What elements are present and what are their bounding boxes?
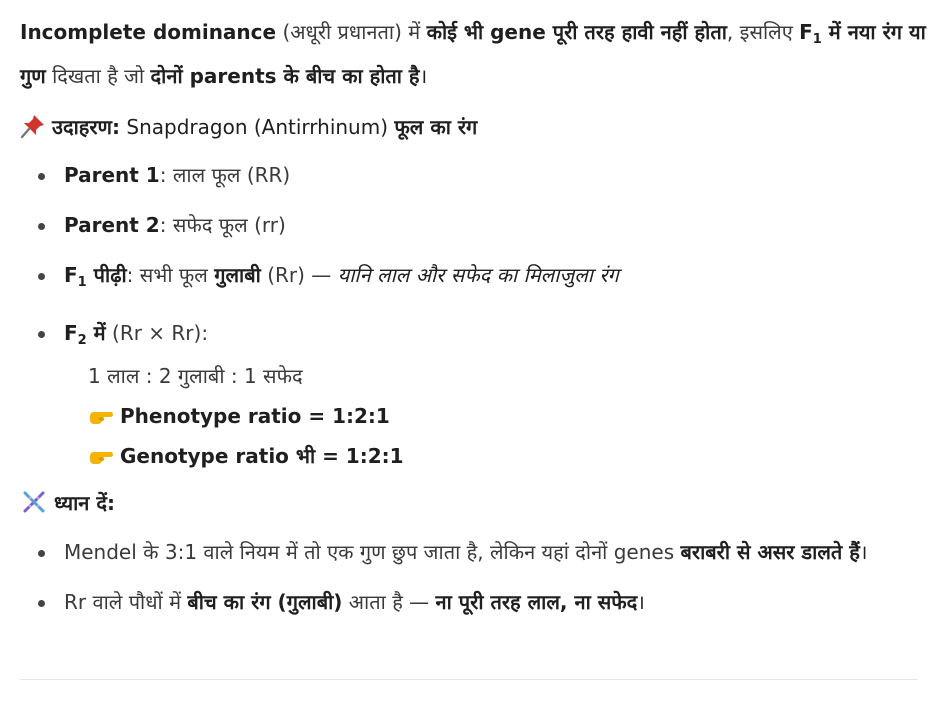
bullet-dot	[38, 223, 45, 230]
list-item-note-2	[0, 587, 867, 617]
f1-label	[64, 263, 127, 290]
pointing-hand-icon	[88, 445, 114, 467]
f2-generation: में	[86, 321, 106, 345]
f1-text: : सभी फूल	[126, 263, 215, 287]
intro-bold-3: दोनों parents के बीच का होता है	[150, 64, 420, 88]
intro-text: दिखता है जो	[45, 64, 151, 88]
f-subscript: 1	[812, 32, 822, 47]
dna-icon	[20, 488, 48, 516]
parent-2-label: Parent 2	[64, 213, 160, 237]
divider	[20, 679, 918, 680]
f1-generation: पीढ़ी	[86, 263, 127, 287]
phenotype-line	[64, 396, 619, 436]
intro-bold-2: में नया रंग या गुण	[20, 20, 926, 88]
parent-1-text: : लाल फूल (RR)	[159, 163, 291, 187]
list-item-f1	[0, 260, 619, 298]
phenotype-ratio: Phenotype ratio = 1:2:1	[120, 404, 390, 428]
intro-text: , इसलिए	[726, 20, 800, 44]
example-heading	[20, 112, 477, 142]
note-2-end: ।	[637, 590, 645, 614]
parent-1-label: Parent 1	[64, 163, 160, 187]
note-heading	[20, 488, 115, 518]
note-2-bold: बीच का रंग (गुलाबी)	[187, 590, 343, 614]
pointing-hand-icon	[88, 405, 114, 427]
f2-ratio-colors: 1 लाल : 2 गुलाबी : 1 सफेद	[88, 364, 303, 388]
note-2-mid: आता है —	[342, 590, 436, 614]
note-1-end: ।	[859, 540, 868, 564]
f-subscript: 2	[77, 333, 87, 348]
parent-2-text: : सफेद फूल (rr)	[159, 213, 286, 237]
f2-cross: (Rr × Rr):	[105, 321, 209, 345]
bullet-dot	[38, 273, 45, 280]
f2-label	[64, 321, 106, 348]
bullet-dot	[38, 331, 45, 338]
f1-pink: गुलाबी	[214, 263, 261, 287]
note-label: ध्यान दें:	[54, 491, 115, 515]
example-species: Snapdragon (Antirrhinum)	[120, 115, 395, 139]
note-1-bold: बराबरी से असर डालते हैं	[680, 540, 860, 564]
note-list	[0, 537, 867, 637]
f-letter: F	[64, 263, 78, 287]
intro-text: (अधूरी प्रधानता) में	[276, 20, 427, 44]
genotype-line	[64, 436, 619, 476]
f-letter: F	[799, 20, 813, 44]
pushpin-icon	[20, 113, 46, 139]
note-2-text: Rr वाले पौधों में	[64, 590, 188, 614]
list-item-parent-1	[0, 160, 619, 190]
note-1-text: Mendel के 3:1 वाले नियम में तो एक गुण छुप जाता है, लेकिन यहां दोनों genes	[64, 540, 681, 564]
bullet-dot	[38, 173, 45, 180]
example-topic: फूल का रंग	[394, 115, 478, 139]
list-item-note-1	[0, 537, 867, 567]
intro-paragraph	[20, 14, 930, 95]
f-subscript: 1	[77, 275, 87, 290]
intro-text: ।	[419, 64, 428, 88]
bullet-dot	[38, 600, 45, 607]
genotype-ratio: Genotype ratio भी = 1:2:1	[120, 444, 404, 468]
list-item-parent-2	[0, 210, 619, 240]
intro-bold-1: कोई भी gene पूरी तरह हावी नहीं होता	[426, 20, 727, 44]
term-incomplete-dominance: Incomplete dominance	[20, 20, 277, 44]
f1-italic-note: यानि लाल और सफेद का मिलाजुला रंग	[337, 263, 619, 287]
note-2-bold-2: ना पूरी तरह लाल, ना सफेद	[435, 590, 638, 614]
f1-genotype: (Rr) —	[260, 263, 338, 287]
f-letter: F	[64, 321, 78, 345]
example-list	[0, 160, 619, 496]
bullet-dot	[38, 550, 45, 557]
list-item-f2	[0, 318, 619, 476]
example-label: उदाहरण:	[52, 115, 121, 139]
